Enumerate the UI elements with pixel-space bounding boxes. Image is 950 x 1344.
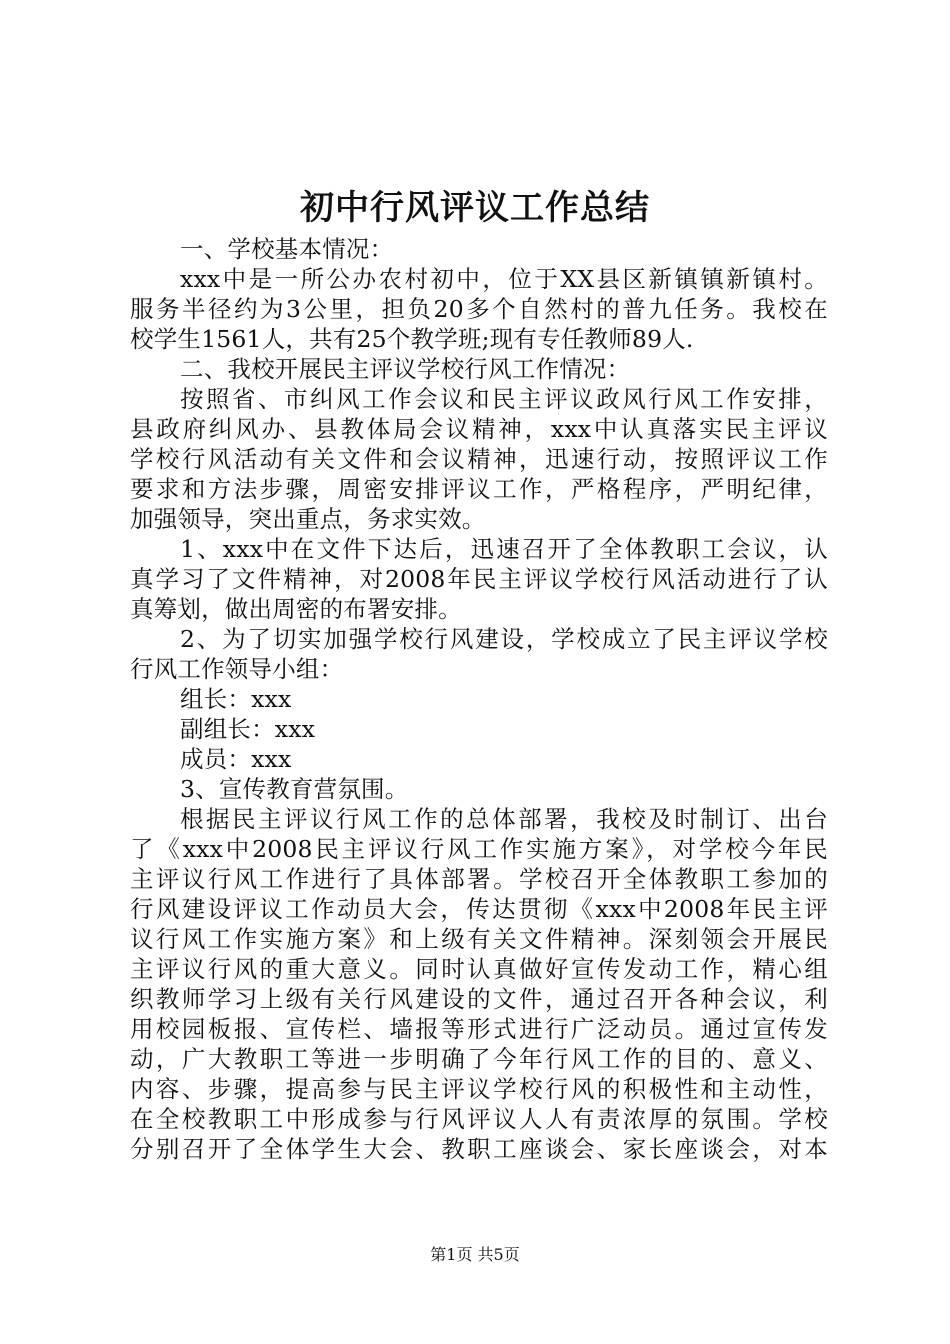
document-title: 初中行风评议工作总结 (300, 188, 650, 228)
paragraph-line: 服务半径约为3公里，担负20多个自然村的普九任务。我校在 (130, 295, 828, 323)
paragraph-line: 织教师学习上级有关行风建设的文件，通过召开各种会议，利 (130, 985, 828, 1013)
group-leader-line: 组长：xxx (180, 685, 292, 713)
paragraph-line: 主评议行风的重大意义。同时认真做好宣传发动工作，精心组 (130, 955, 828, 983)
paragraph-line: 校学生1561人，共有25个教学班;现有专任教师89人. (130, 325, 694, 353)
paragraph-line: 真学习了文件精神，对2008年民主评议学校行风活动进行了认 (130, 565, 828, 593)
paragraph-line: 行风建设评议工作动员大会，传达贯彻《xxx中2008年民主评 (130, 895, 828, 923)
paragraph-line: 按照省、市纠风工作会议和民主评议政风行风工作安排， (180, 385, 828, 413)
section-heading-basic-info: 一、学校基本情况： (180, 235, 394, 263)
paragraph-line: 县政府纠风办、县教体局会议精神，xxx中认真落实民主评议 (130, 415, 828, 443)
paragraph-line: 了《xxx中2008民主评议行风工作实施方案》，对学校今年民 (130, 835, 828, 863)
paragraph-line: 真筹划，做出周密的布署安排。 (130, 595, 462, 623)
paragraph-line: 用校园板报、宣传栏、墙报等形式进行广泛动员。通过宣传发 (130, 1015, 828, 1043)
paragraph-line: 要求和方法步骤，周密安排评议工作，严格程序，严明纪律， (130, 475, 828, 503)
subsection-heading: 3、宣传教育营氛围。 (180, 775, 409, 803)
section-heading-work-status: 二、我校开展民主评议学校行风工作情况： (180, 355, 631, 383)
paragraph-line: 学校行风活动有关文件和会议精神，迅速行动，按照评议工作 (130, 445, 828, 473)
paragraph-line: 行风工作领导小组： (130, 655, 344, 683)
document-body (130, 234, 828, 1164)
paragraph-line: 主评议行风工作进行了具体部署。学校召开全体教职工参加的 (130, 865, 828, 893)
paragraph-line: 根据民主评议行风工作的总体部署，我校及时制订、出台 (180, 805, 828, 833)
paragraph-line: 加强领导，突出重点，务求实效。 (130, 505, 486, 533)
paragraph-line: 议行风工作实施方案》和上级有关文件精神。深刻领会开展民 (130, 925, 828, 953)
paragraph-line: 在全校教职工中形成参与行风评议人人有责浓厚的氛围。学校 (130, 1105, 828, 1133)
deputy-leader-line: 副组长：xxx (180, 715, 316, 743)
members-line: 成员：xxx (180, 745, 292, 773)
paragraph-line: 分别召开了全体学生大会、教职工座谈会、家长座谈会，对本 (130, 1135, 828, 1163)
paragraph-line: xxx中是一所公办农村初中，位于XX县区新镇镇新镇村。 (180, 265, 828, 293)
paragraph-line: 内容、步骤，提高参与民主评议学校行风的积极性和主动性， (130, 1075, 828, 1103)
page-number-footer: 第1页 共5页 (430, 1245, 520, 1264)
paragraph-line: 动，广大教职工等进一步明确了今年行风工作的目的、意义、 (130, 1045, 828, 1073)
paragraph-line: 1、xxx中在文件下达后，迅速召开了全体教职工会议，认 (180, 535, 828, 563)
paragraph-line: 2、为了切实加强学校行风建设，学校成立了民主评议学校 (180, 625, 828, 653)
